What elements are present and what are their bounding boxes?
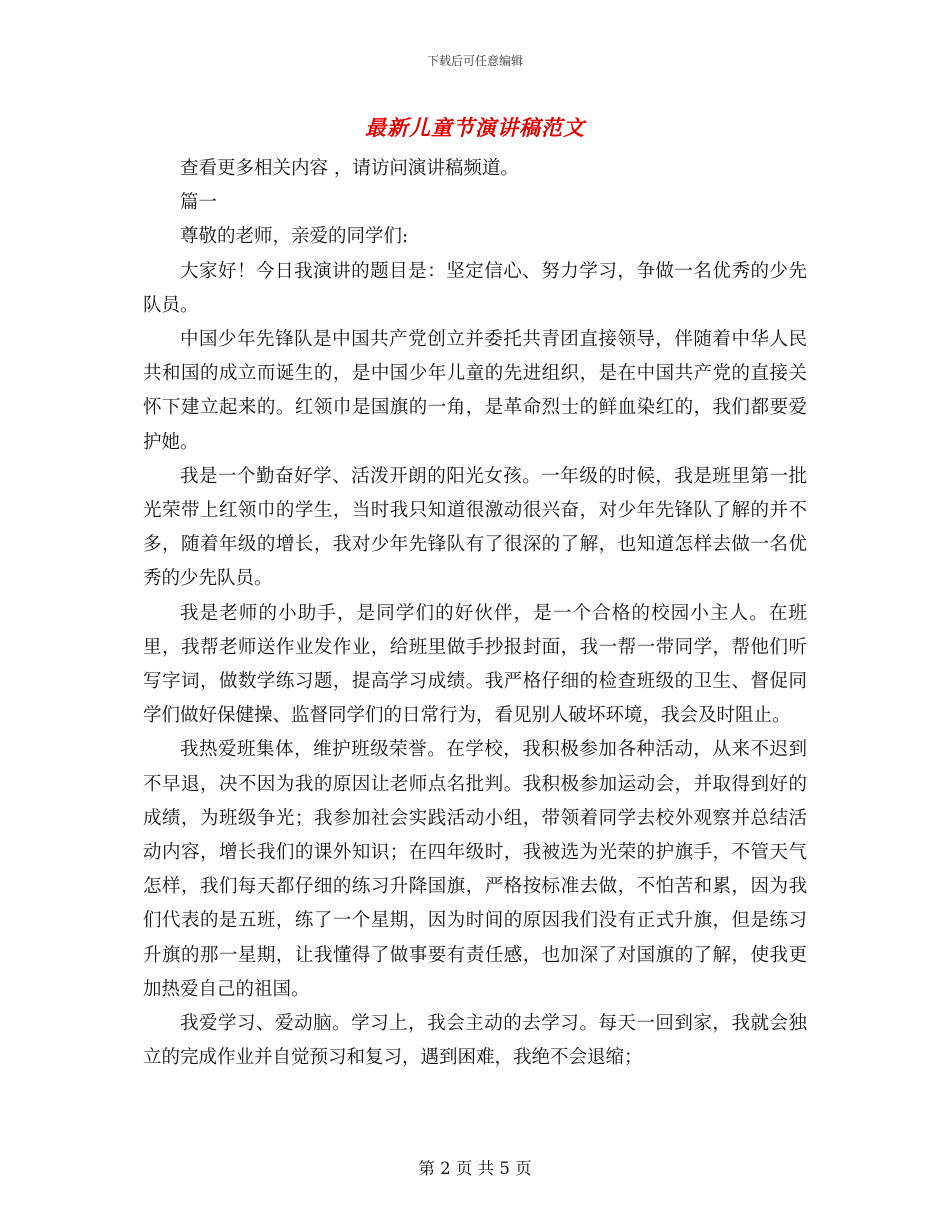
document-title: 最新儿童节演讲稿范文	[365, 116, 585, 140]
page-number-footer: 第 2 页 共 5 页	[418, 1159, 532, 1178]
paragraph-pioneers: 中国少年先锋队是中国共产党创立并委托共青团直接领导，伴随着中华人民共和国的成立而诞生的，是中国少年儿童的先进组织，是在中国共产党的直接关怀下建立起来的。红领巾是国旗的一角，是革命烈士的鲜血染红的，我们都要爱护她。	[143, 329, 807, 453]
paragraph-channel-link: 查看更多相关内容 ，请访问演讲稿频道。	[180, 158, 519, 179]
paragraph-self-intro: 我是一个勤奋好学、活泼开朗的阳光女孩。一年级的时候，我是班里第一批光荣带上红领巾的学生，当时我只知道很激动很兴奋，对少年先锋队了解的并不多，随着年级的增长，我对少年先锋队有了很深的了解，也知道怎样去做一名优秀的少先队员。	[143, 465, 807, 590]
paragraph-class-honor: 我热爱班集体，维护班级荣誉。在学校，我积极参加各种活动，从来不迟到不早退，决不因为我的原因让老师点名批判。我积极参加运动会，并取得到好的成绩，为班级争光；我参加社会实践活动小组，带领着同学去校外观察并总结活动内容，增长我们的课外知识；在四年级时，我被选为光荣的护旗手，不管天气怎样，我们每天都仔细的练习升降国旗，严格按标准去做，不怕苦和累，因为我们代表的是五班，练了一个星期，因为时间的原因我们没有正式升旗，但是练习升旗的那一星期，让我懂得了做事要有责任感，也加深了对国旗的了解，使我更加热爱自己的祖国。	[143, 739, 807, 1000]
paragraph-greeting: 大家好！今日我演讲的题目是：坚定信心、努力学习，争做一名优秀的少先队员。	[143, 260, 807, 316]
paragraph-salutation: 尊敬的老师，亲爱的同学们:	[180, 226, 409, 248]
paragraph-section-label: 篇一	[180, 192, 218, 214]
page-header-note: 下载后可任意编辑	[426, 54, 523, 68]
paragraph-helper: 我是老师的小助手，是同学们的好伙伴，是一个合格的校园小主人。在班里，我帮老师送作业发作业，给班里做手抄报封面，我一帮一带同学，帮他们听写字词，做数学练习题，提高学习成绩。我严格仔细的检查班级的卫生、督促同学们做好保健操、监督同学们的日常行为，看见别人破坏环境，我会及时阻止。	[143, 602, 807, 727]
document-body	[143, 152, 807, 1075]
paragraph-study: 我爱学习、爱动脑。学习上，我会主动的去学习。每天一回到家，我就会独立的完成作业并自觉预习和复习，遇到困难，我绝不会退缩；	[143, 1013, 807, 1069]
